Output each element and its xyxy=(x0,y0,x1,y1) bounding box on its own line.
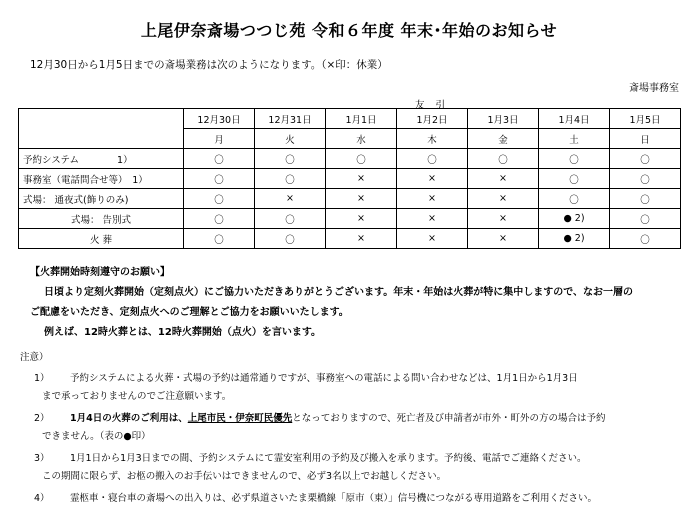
schedule-table xyxy=(18,108,681,249)
notice-heading: 【火葬開始時刻遵守のお願い】 xyxy=(30,267,170,278)
service-label: 予約システム 1） xyxy=(19,149,184,169)
date-header-cell: 1月5日 xyxy=(610,109,681,129)
tomobiki-label: 友 引 xyxy=(415,100,450,111)
status-cell: × xyxy=(468,209,539,229)
status-cell: 〇 xyxy=(610,229,681,249)
status-cell: 〇 xyxy=(539,189,610,209)
status-cell: 〇 xyxy=(255,229,326,249)
status-cell: × xyxy=(397,189,468,209)
status-cell: × xyxy=(397,209,468,229)
office-name: 斎場事務室 xyxy=(629,83,679,94)
status-cell: 〇 xyxy=(184,169,255,189)
service-label: 火 葬 xyxy=(19,229,184,249)
date-header-cell: 1月4日 xyxy=(539,109,610,129)
date-header-cell: 12月31日 xyxy=(255,109,326,129)
notice-line-2: ご配慮をいただき、定刻点火へのご理解とご協力をお願いいたします。 xyxy=(30,307,349,318)
notes-heading: 注意） xyxy=(20,352,49,363)
status-cell: ● 2) xyxy=(539,229,610,249)
notice-line-3: 例えば、12時火葬とは、12時火葬開始（点火）を言います。 xyxy=(44,327,322,338)
status-cell: × xyxy=(397,229,468,249)
table-row xyxy=(19,189,681,209)
status-cell: 〇 xyxy=(326,149,397,169)
status-cell: 〇 xyxy=(610,209,681,229)
status-cell: 〇 xyxy=(539,149,610,169)
note-text: 予約システムによる火葬・式場の予約は通常通りですが、事務室への電話による問い合わせなどは、1月1日から1月3日 xyxy=(70,373,578,384)
table-row xyxy=(19,149,681,169)
status-cell: 〇 xyxy=(184,229,255,249)
note-number: 3） xyxy=(34,453,50,464)
status-cell: 〇 xyxy=(468,149,539,169)
table-corner-cell xyxy=(19,109,184,149)
status-cell: 〇 xyxy=(539,169,610,189)
weekday-header-cell: 土 xyxy=(539,129,610,149)
note-text: この期間に限らず、お柩の搬入のお手伝いはできませんので、必ず3名以上でお越しください。 xyxy=(42,471,447,482)
service-label: 式場： 告別式 xyxy=(19,209,184,229)
weekday-header-cell: 木 xyxy=(397,129,468,149)
note-text: できません。（表の●印） xyxy=(42,431,151,442)
note-item-1 xyxy=(20,370,690,406)
status-cell: × xyxy=(326,169,397,189)
weekday-header-cell: 水 xyxy=(326,129,397,149)
status-cell: 〇 xyxy=(255,149,326,169)
note-item-4 xyxy=(20,490,690,508)
status-cell: × xyxy=(255,189,326,209)
date-header-cell: 1月3日 xyxy=(468,109,539,129)
service-label: 式場： 通夜式(飾りのみ) xyxy=(19,189,184,209)
status-cell: × xyxy=(326,209,397,229)
weekday-header-cell: 月 xyxy=(184,129,255,149)
note-text-rest: となっておりますので、死亡者及び申請者が市外・町外の方の場合は予約 xyxy=(292,413,606,424)
note-number: 4） xyxy=(34,493,50,504)
note-underlined-text: 上尾市民・伊奈町民優先 xyxy=(187,413,293,424)
table-row xyxy=(19,229,681,249)
status-cell: 〇 xyxy=(610,189,681,209)
status-cell: 〇 xyxy=(610,149,681,169)
table-row xyxy=(19,209,681,229)
status-cell: × xyxy=(326,189,397,209)
status-cell: 〇 xyxy=(255,209,326,229)
status-cell: ● 2) xyxy=(539,209,610,229)
note-number: 1） xyxy=(34,373,50,384)
page-title: 上尾伊奈斎場つつじ苑 令和６年度 年末･年始のお知らせ xyxy=(140,21,558,40)
status-cell: × xyxy=(326,229,397,249)
status-cell: 〇 xyxy=(184,189,255,209)
status-cell: 〇 xyxy=(255,169,326,189)
note-text: 1月1日から1月3日までの間、予約システムにて霊安室利用の予約及び搬入を承ります。予約後、電話でご連絡ください。 xyxy=(70,453,587,464)
weekday-header-cell: 金 xyxy=(468,129,539,149)
note-text: 霊柩車・寝台車の斎場への出入りは、必ず県道さいたま栗橋線「原市（東）」信号機につながる専用道路をご利用ください。 xyxy=(70,493,598,504)
status-cell: × xyxy=(468,189,539,209)
service-label: 事務室（電話問合せ等） 1） xyxy=(19,169,184,189)
note-text xyxy=(20,410,690,428)
note-item-3 xyxy=(20,450,690,486)
date-header-row xyxy=(19,109,681,129)
note-text: まで承っておりませんのでご注意願います。 xyxy=(42,391,232,402)
date-header-cell: 12月30日 xyxy=(184,109,255,129)
notes-section xyxy=(20,350,690,508)
weekday-header-cell: 日 xyxy=(610,129,681,149)
status-cell: 〇 xyxy=(184,209,255,229)
note-bold-text: 1月4日の火葬のご利用は、 xyxy=(70,413,188,424)
table-row xyxy=(19,169,681,189)
status-cell: × xyxy=(468,229,539,249)
status-cell: 〇 xyxy=(610,169,681,189)
status-cell: × xyxy=(468,169,539,189)
status-cell: 〇 xyxy=(397,149,468,169)
date-header-cell: 1月2日 xyxy=(397,109,468,129)
date-header-cell: 1月1日 xyxy=(326,109,397,129)
notice-line-1: 日頃より定刻火葬開始（定刻点火）にご協力いただきありがとうございます。年末・年始は火葬が特に集中しますので、なお一層の xyxy=(44,287,633,298)
notice-section xyxy=(30,263,633,343)
status-cell: 〇 xyxy=(184,149,255,169)
status-cell: × xyxy=(397,169,468,189)
note-number: 2） xyxy=(34,413,50,424)
weekday-header-cell: 火 xyxy=(255,129,326,149)
note-item-2 xyxy=(20,410,690,446)
intro-text: 12月30日から1月5日までの斎場業務は次のようになります。（×印：休業） xyxy=(30,59,388,71)
